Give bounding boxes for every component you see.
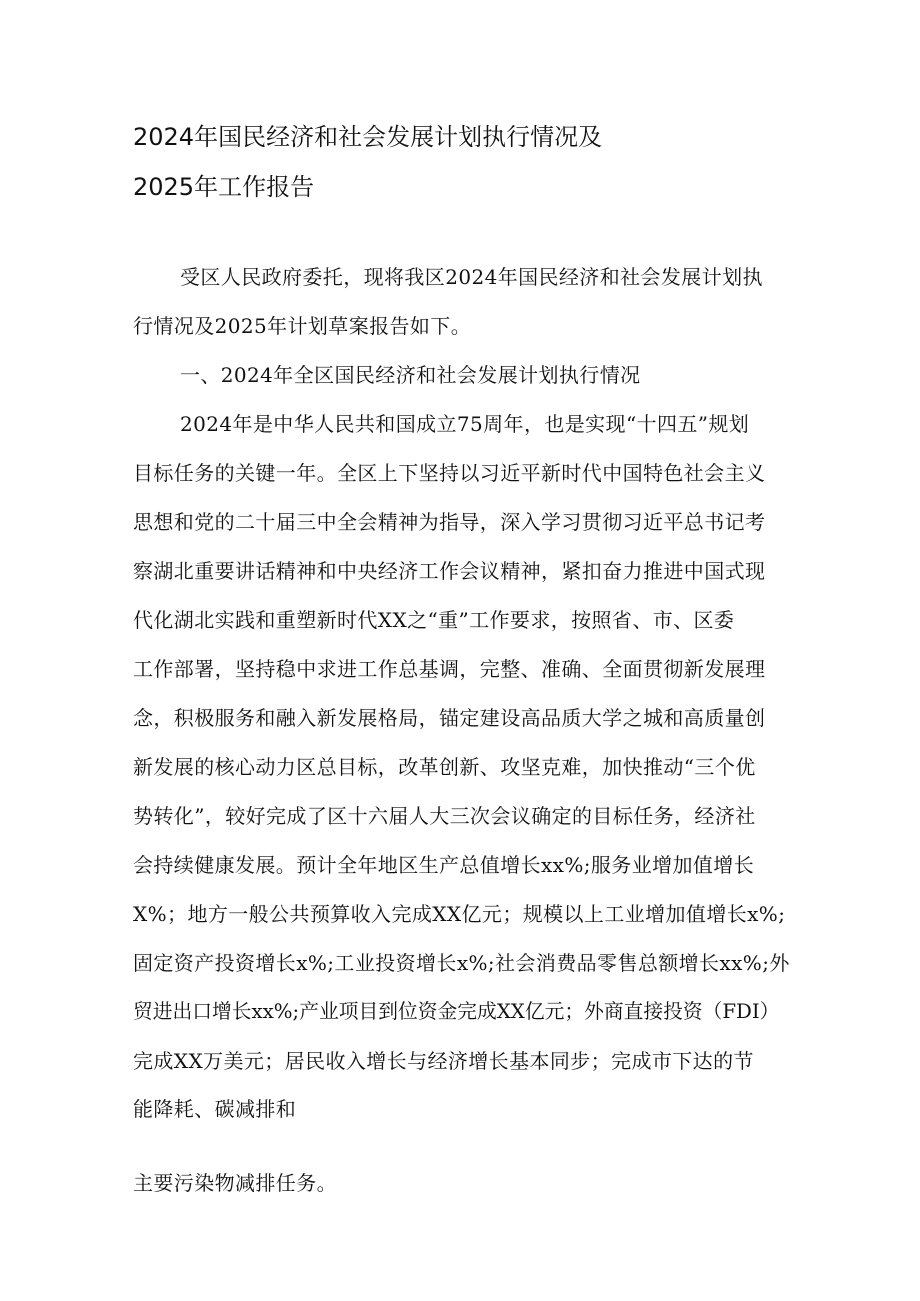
body-line-14: 完成XX万美元；居民收入增长与经济增长基本同步；完成市下达的节 xyxy=(133,1049,754,1073)
body-line-9: 势转化”，较好完成了区十六届人大三次会议确定的目标任务，经济社 xyxy=(133,804,756,828)
trailing-line: 主要污染物减排任务。 xyxy=(133,1171,337,1195)
body-line-1: 2024年是中华人民共和国成立75周年，也是实现“十四五”规划 xyxy=(180,412,750,436)
body-line-2: 目标任务的关键一年。全区上下坚持以习近平新时代中国特色社会主义 xyxy=(133,461,766,485)
body-line-6: 工作部署，坚持稳中求进工作总基调，完整、准确、全面贯彻新发展理 xyxy=(133,657,766,681)
intro-line-1: 受区人民政府委托，现将我区2024年国民经济和社会发展计划执 xyxy=(180,265,763,289)
body-line-7: 念，积极服务和融入新发展格局，锚定建设高品质大学之城和高质量创 xyxy=(133,706,766,730)
body-line-12: 固定资产投资增长x%;工业投资增长x%;社会消费品零售总额增长xx%;外 xyxy=(133,951,790,975)
body-line-3: 思想和党的二十届三中全会精神为指导，深入学习贯彻习近平总书记考 xyxy=(133,510,766,534)
section-heading: 一、2024年全区国民经济和社会发展计划执行情况 xyxy=(180,363,641,387)
body-line-13: 贸进出口增长xx%;产业项目到位资金完成XX亿元；外商直接投资（FDI） xyxy=(133,1000,780,1023)
intro-line-2: 行情况及2025年计划草案报告如下。 xyxy=(133,314,472,338)
body-line-8: 新发展的核心动力区总目标，改革创新、攻坚克难，加快推动“三个优 xyxy=(133,755,756,779)
title-line-1: 2024年国民经济和社会发展计划执行情况及 xyxy=(133,123,603,151)
body-line-10: 会持续健康发展。预计全年地区生产总值增长xx%;服务业增加值增长 xyxy=(133,853,755,877)
body-line-11: X%；地方一般公共预算收入完成XX亿元；规模以上工业增加值增长x%; xyxy=(133,902,786,926)
body-line-5: 代化湖北实践和重塑新时代XX之“重”工作要求，按照省、市、区委 xyxy=(133,608,735,632)
document-title xyxy=(133,112,813,212)
body-line-4: 察湖北重要讲话精神和中央经济工作会议精神，紧扣奋力推进中国式现 xyxy=(133,559,766,583)
body-line-15: 能降耗、碳减排和 xyxy=(133,1097,297,1121)
title-line-2: 2025年工作报告 xyxy=(133,173,315,201)
